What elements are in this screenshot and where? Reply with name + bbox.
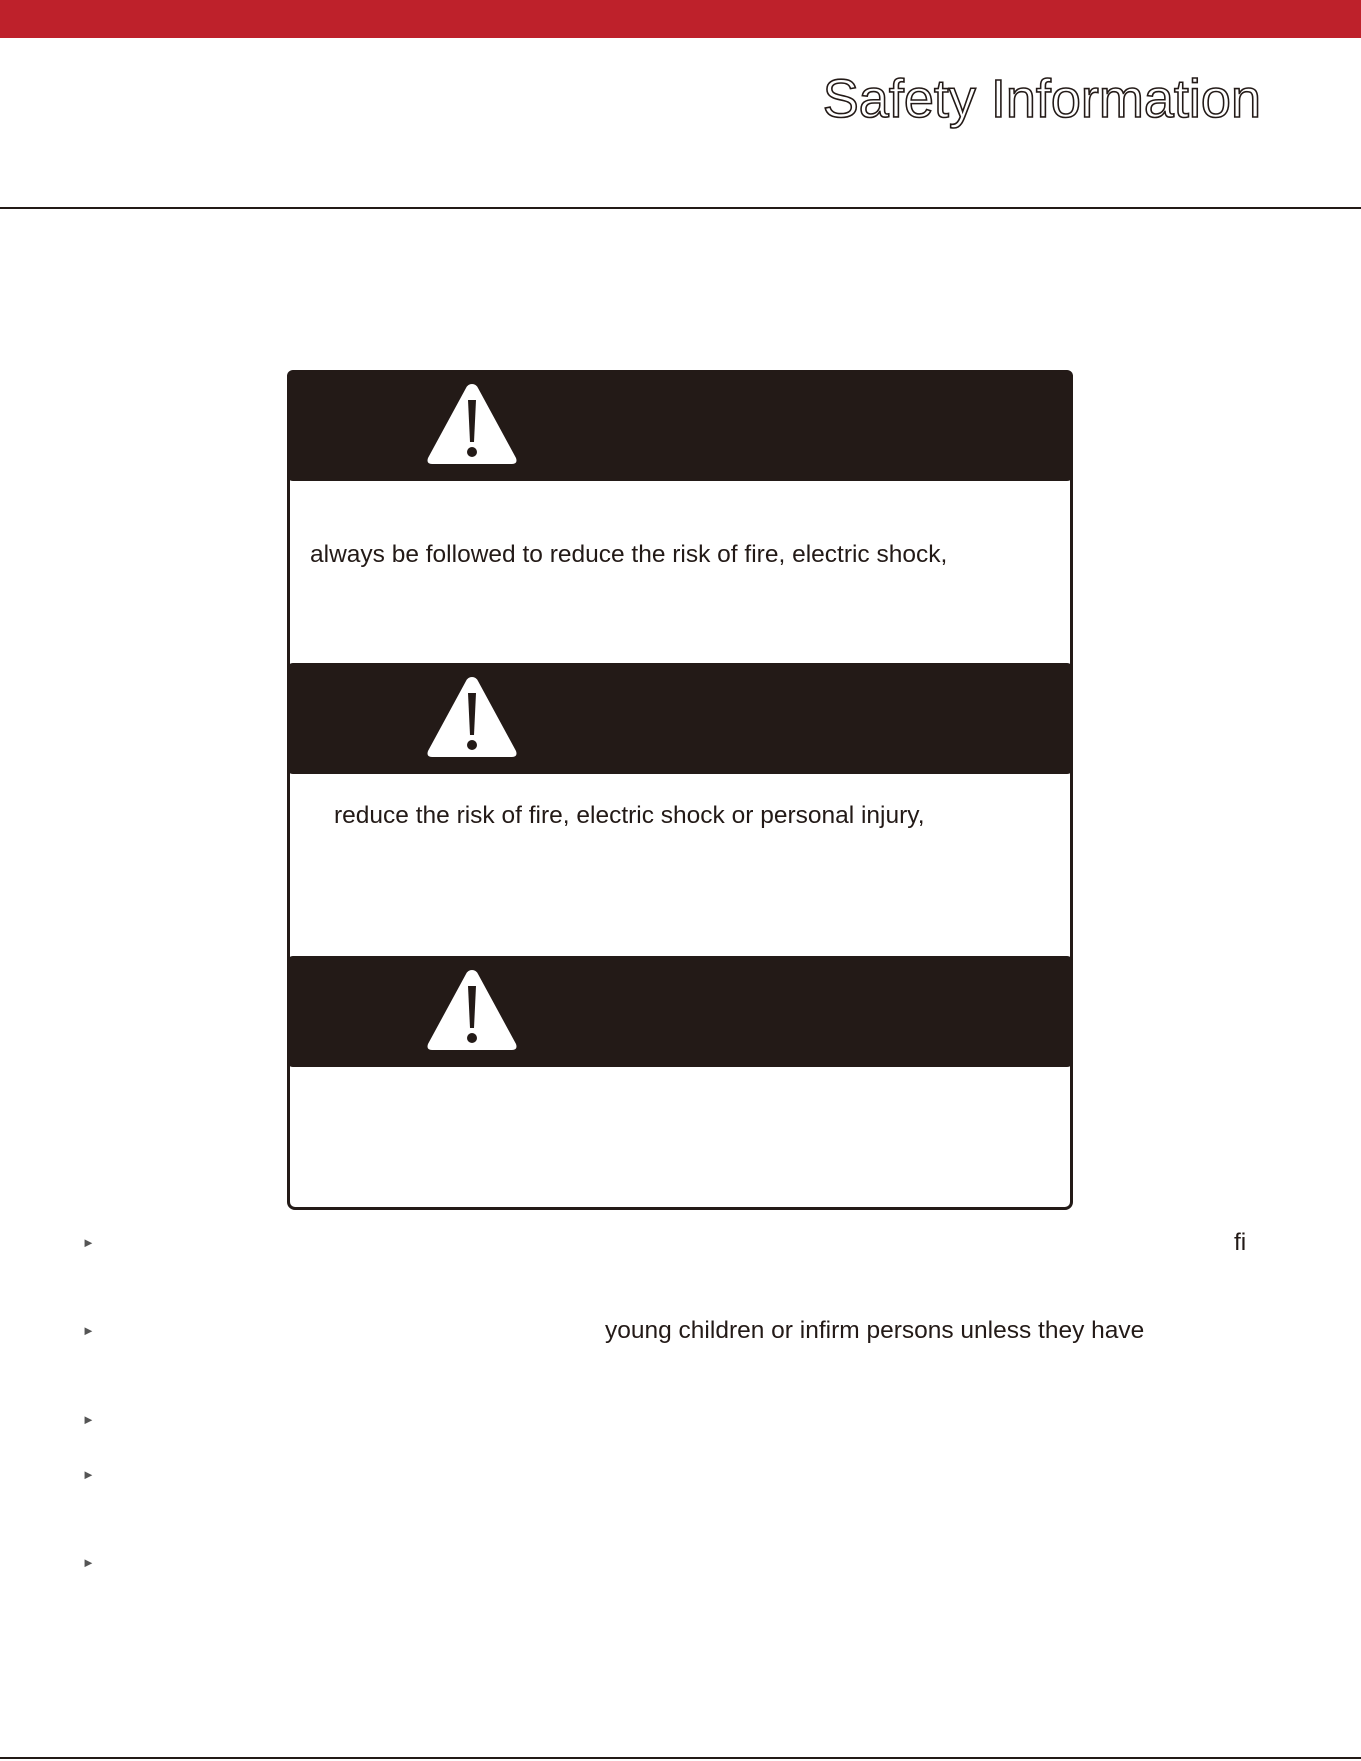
bullet-arrow-icon: ►	[82, 1412, 95, 1427]
bullet-arrow-icon: ►	[82, 1323, 95, 1338]
top-accent-bar	[0, 0, 1361, 38]
warning-band-3	[287, 956, 1073, 1067]
warning-triangle-icon	[424, 966, 520, 1054]
bullet-arrow-icon: ►	[82, 1235, 95, 1250]
warning-triangle-icon	[424, 380, 520, 468]
bullet-text-1: fi	[1234, 1229, 1247, 1256]
warning-text-2: reduce the risk of fire, electric shock or personal injury,	[334, 802, 925, 829]
footer-divider	[0, 1757, 1361, 1759]
warning-box	[287, 370, 1073, 1210]
bullet-text-2: young children or infirm persons unless they have	[605, 1317, 1145, 1344]
warning-text-1: always be followed to reduce the risk of fire, electric shock,	[310, 541, 948, 568]
page-title: Safety Information	[822, 69, 1261, 129]
warning-triangle-icon	[424, 673, 520, 761]
bullet-arrow-icon: ►	[82, 1555, 95, 1570]
warning-band-1	[287, 370, 1073, 481]
bullet-arrow-icon: ►	[82, 1467, 95, 1482]
header-divider	[0, 207, 1361, 209]
warning-band-2	[287, 663, 1073, 774]
